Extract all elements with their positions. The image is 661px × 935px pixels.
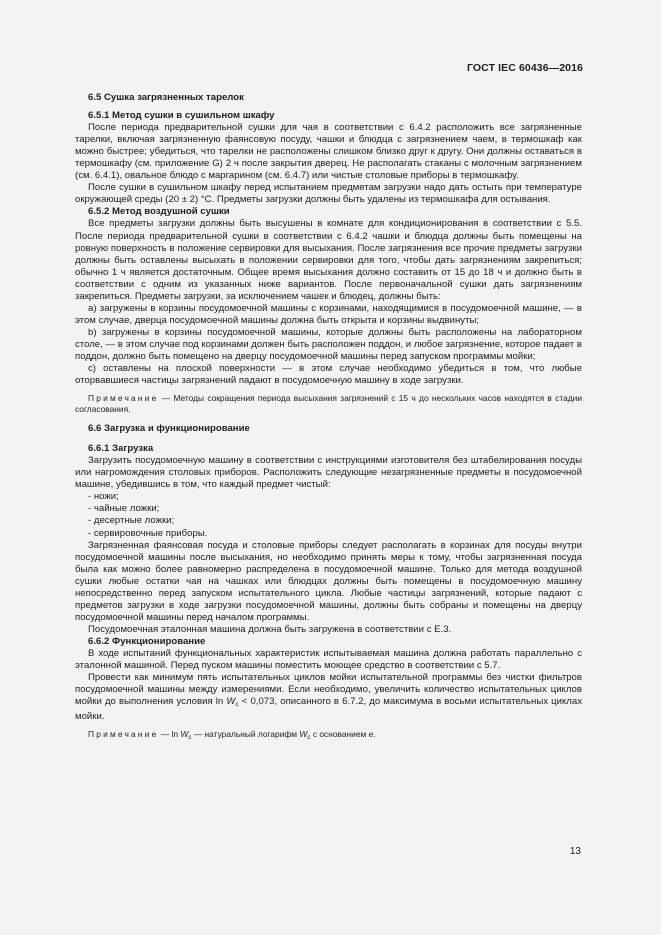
standard-header: ГОСТ IEC 60436—2016 <box>466 62 583 74</box>
list-item: - ножи; <box>88 491 119 503</box>
note <box>75 729 582 743</box>
text-run: — натуральный логарифм <box>191 729 300 740</box>
math-var-w: W <box>299 729 308 740</box>
section-6-5-2-title: 6.5.2 Метод воздушной сушки <box>88 206 230 218</box>
list-item: - чайные ложки; <box>88 503 160 515</box>
math-var-w: W <box>180 729 189 740</box>
text-run: Провести как минимум пять испытательных циклов мойки испытательной программы без чистки фильтров посудомоечной машины между измерениями. Если необходимо, увеличить количество испытательных циклов мойки до выполнения условия ln <box>75 672 582 708</box>
section-6-5-1-title: 6.5.1 Метод сушки в сушильном шкафу <box>88 110 275 122</box>
paragraph: Посудомоечная эталонная машина должна быть загружена в соответствии с Е.3. <box>88 623 452 635</box>
paragraph: После сушки в сушильном шкафу перед испытанием предметам загрузки надо дать остыть при температуре окружающей среды (20 ± 2) °С. Предметы загрузки должны быть удалены из термошкафа для остывания. <box>75 182 582 206</box>
text-run: — ln <box>158 729 181 740</box>
math-subscript: c <box>188 734 192 742</box>
page-number: 13 <box>569 846 581 857</box>
paragraph: Все предметы загрузки должны быть высушены в комнате для кондиционирования в соответствии с 5.5. После периода предварительной сушки в соответствии с 6.4.2 чашки и блюдца должны быть помещены на ровную поверхность в положение сервировки для высыхания. После загрязнения все прочие предметы загрузки должны быть оставлены высыхать в положении сервировки для того, чтобы дать загрязнениям закрепиться; обычно 1 ч является достаточным. Общее время высыхания должно составить от 15 до 18 ч и должно быть в соответствии с одним из указанных ниже вариантов. После первоначальной сушки дать загрязнениям закрепиться. Предметы загрузки, за исключением чашек и блюдец, должны быть: <box>75 218 582 302</box>
paragraph <box>75 672 582 723</box>
text-run: с основанием <box>310 729 369 740</box>
section-6-6-1-title: 6.6.1 Загрузка <box>88 443 154 455</box>
note <box>75 393 582 415</box>
text-run: < 0,073, описанного в 6.7.2, до максимума в восьми испытательных циклах мойки. <box>75 696 582 723</box>
section-6-6-title: 6.6 Загрузка и функционирование <box>88 423 250 435</box>
paragraph: Загрязненная фаянсовая посуда и столовые приборы следует располагать в корзинах для посуды внутри посудомоечной машины после высыхания, но необходимо принять меры к тому, чтобы загрязненная посуда была как можно более равномерно распределена в посудомоечной машине. Только для метода воздушной сушки любые остатки чая на чашках или блюдцах должны быть помещены в посудомоечную машину непосредственно перед запуском испытательного цикла. Любые частицы загрязнений, которые падают с предметов загрузки в ходе загрузки посудомоечной машины, должны быть собраны и помещены на дверцу посудомоечной машины перед началом программы. <box>75 539 582 623</box>
note-text: — Методы сокращения периода высыхания загрязнений с 15 ч до нескольких часов находятся в стадии согласования. <box>75 393 582 415</box>
list-item-b: b) загружены в корзины посудомоечной машины, которые должны быть расположены на лабораторном столе, — в этом случае под корзинами должен быть расположен поддон, и любое загрязнение, которое падает в поддон, должно быть помещено на дверцу посудомоечной машины перед запуском программы мойки; <box>75 326 582 362</box>
paragraph: Загрузить посудомоечную машину в соответствии с инструкциями изготовителя без штабелирования посуды или нагромождения столовых приборов. Расположить следующие незагрязненные предметы в посудомоечной машине, убедившись в том, что каждый предмет чистый: <box>75 455 582 491</box>
unsoiled-items-list <box>75 491 582 539</box>
paragraph: После периода предварительной сушки для чая в соответствии с 6.4.2 расположить все загрязненные тарелки, включая загрязненную фаянсовую посуду, чашки и блюдца с загрязнением чаем, в термошкаф как можно быстрее; убедиться, что тарелки не расположены слишком близко друг к другу. Они должны оставаться в термошкафу (см. приложение G) 2 ч после закрытия дверец. Не располагать стаканы с молочным загрязнением (см. 6.4.1), овальное блюдо с маргарином (см. 6.4.7) или чистые столовые приборы в термошкафу. <box>75 122 582 182</box>
section-6-5-title: 6.5 Сушка загрязненных тарелок <box>88 92 244 103</box>
math-subscript: c <box>235 701 239 709</box>
text-run: . <box>373 729 376 740</box>
note-label: Примечание <box>88 393 159 404</box>
math-var-w: W <box>226 696 236 708</box>
list-item: - сервировочные приборы. <box>88 527 208 539</box>
paragraph: В ходе испытаний функциональных характеристик испытываемая машина должна работать параллельно с эталонной машиной. Перед пуском машины поместить моющее средство в соответствии с 5.7. <box>75 647 582 672</box>
list-item: - десертные ложки; <box>88 515 175 527</box>
note-label: Примечание <box>88 729 159 740</box>
page-content <box>75 90 582 743</box>
math-var-e: e <box>368 729 374 740</box>
math-subscript: c <box>307 734 311 742</box>
section-6-6-2-title: 6.6.2 Функционирование <box>88 635 206 647</box>
list-item-a: a) загружены в корзины посудомоечной машины с корзинами, находящимися в посудомоечной машине, — в этом случае, дверца посудомоечной машины должна быть открыта и корзины выдвинуты; <box>75 302 582 326</box>
list-item-c: c) оставлены на плоской поверхности — в этом случае необходимо убедиться в том, что любые оторвавшиеся частицы загрязнений падают в посудомоечную машину в ходе загрузки. <box>75 363 582 387</box>
